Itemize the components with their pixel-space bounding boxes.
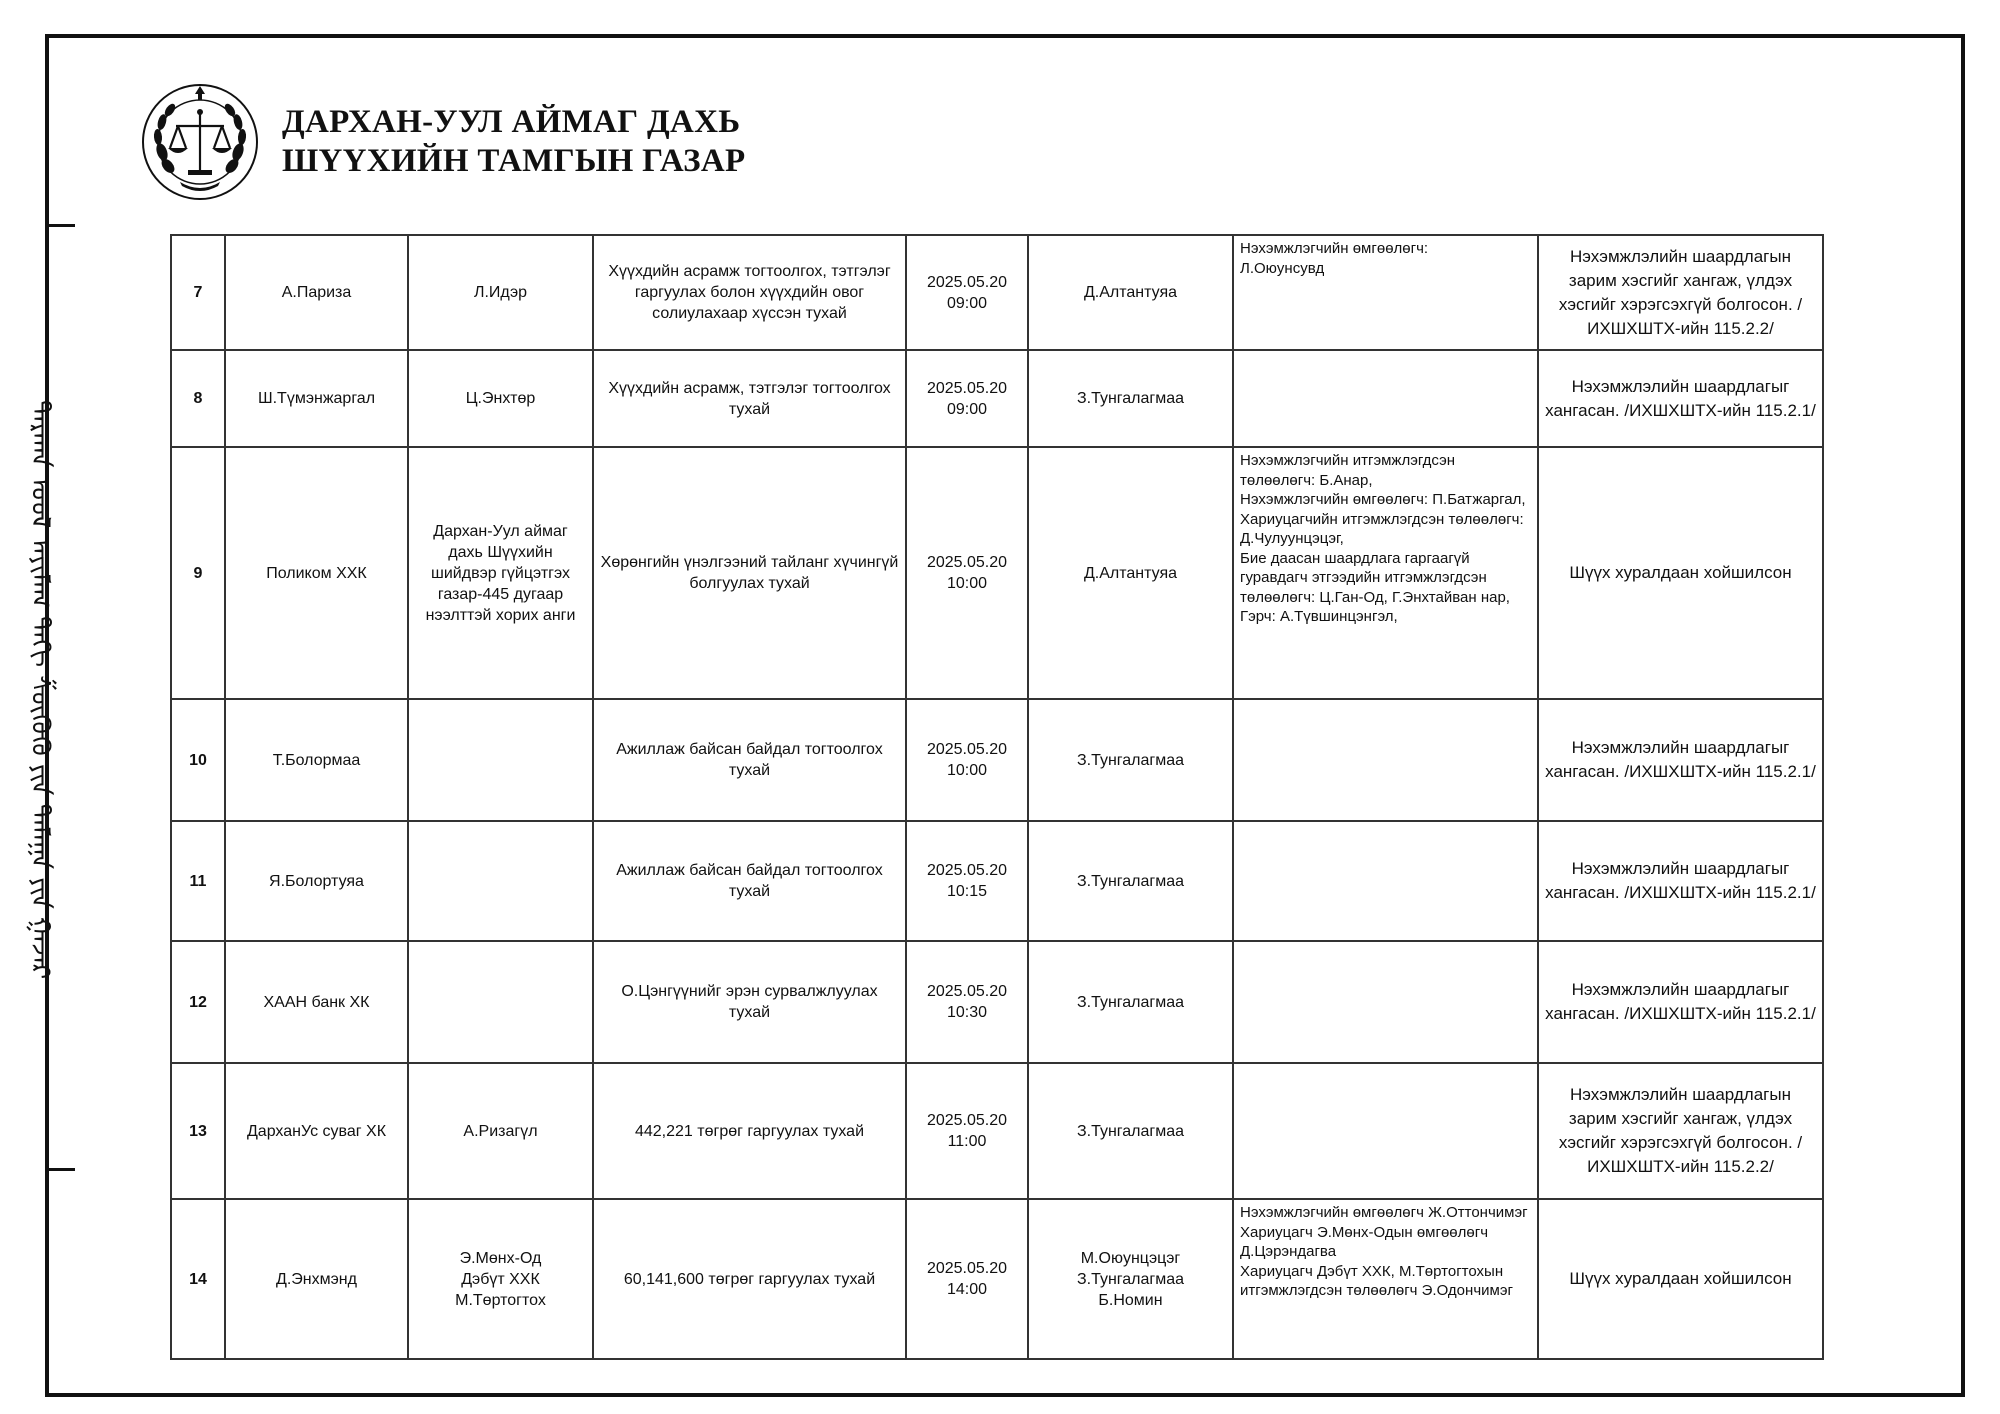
- hearing-datetime-cell: 2025.05.20 10:30: [906, 941, 1028, 1063]
- participants-cell: Нэхэмжлэгчийн итгэмжлэгдсэн төлөөлөгч: Б.Анар, Нэхэмжлэгчийн өмгөөлөгч: П.Батжаргал, Хариуцагчийн итгэмжлэгдсэн төлөөлөгч: Д.Чулуунцэцэг, Бие даасан шаардлага гаргаагүй гуравдагч этгээдийн итгэмжлэгдсэн төлөөлөгч: Ц.Ган-Од, Г.Энхтайван нар, Гэрч: А.Түвшинцэнгэл,: [1233, 447, 1538, 699]
- table-row: [171, 350, 1823, 447]
- claim-cell: Ажиллаж байсан байдал тогтоолгох тухай: [593, 699, 906, 821]
- defendant-cell: Э.Мөнх-Од Дэбүт ХХК М.Төртогтох: [408, 1199, 593, 1359]
- judge-cell: З.Тунгалагмаа: [1028, 699, 1233, 821]
- hearing-datetime-cell: 2025.05.20 09:00: [906, 235, 1028, 350]
- hearing-datetime-cell: 2025.05.20 14:00: [906, 1199, 1028, 1359]
- table-row: [171, 821, 1823, 941]
- case-number-cell: 12: [171, 941, 225, 1063]
- defendant-cell: [408, 699, 593, 821]
- claim-cell: 442,221 төгрөг гаргуулах тухай: [593, 1063, 906, 1199]
- case-number-cell: 8: [171, 350, 225, 447]
- plaintiff-cell: Поликом ХХК: [225, 447, 408, 699]
- result-cell: Нэхэмжлэлийн шаардлагыг хангасан. /ИХШХШТХ-ийн 115.2.1/: [1538, 821, 1823, 941]
- judge-cell: З.Тунгалагмаа: [1028, 821, 1233, 941]
- participants-cell: [1233, 1063, 1538, 1199]
- claim-cell: Ажиллаж байсан байдал тогтоолгох тухай: [593, 821, 906, 941]
- participants-cell: [1233, 821, 1538, 941]
- hearing-datetime-cell: 2025.05.20 10:00: [906, 447, 1028, 699]
- participants-cell: [1233, 699, 1538, 821]
- result-cell: Нэхэмжлэлийн шаардлагын зарим хэсгийг хангаж, үлдэх хэсгийг хэрэгсэхгүй болгосон. /ИХШХШТХ-ийн 115.2.2/: [1538, 1063, 1823, 1199]
- judge-cell: З.Тунгалагмаа: [1028, 1063, 1233, 1199]
- participants-cell: Нэхэмжлэгчийн өмгөөлөгч Ж.Оттончимэг Хариуцагч Э.Мөнх-Одын өмгөөлөгч Д.Цэрэндагва Хариуцагч Дэбүт ХХК, М.Төртогтохын итгэмжлэгдсэн төлөөлөгч Э.Одончимэг: [1233, 1199, 1538, 1359]
- org-name-line-2: ШҮҮХИЙН ТАМГЫН ГАЗАР: [282, 143, 746, 179]
- organization-name: [282, 103, 745, 181]
- case-number-cell: 11: [171, 821, 225, 941]
- result-cell: Шүүх хуралдаан хойшилсон: [1538, 1199, 1823, 1359]
- case-number-cell: 13: [171, 1063, 225, 1199]
- participants-cell: [1233, 350, 1538, 447]
- plaintiff-cell: А.Париза: [225, 235, 408, 350]
- participants-cell: [1233, 941, 1538, 1063]
- hearing-datetime-cell: 2025.05.20 10:00: [906, 699, 1028, 821]
- defendant-cell: Ц.Энхтөр: [408, 350, 593, 447]
- result-cell: Шүүх хуралдаан хойшилсон: [1538, 447, 1823, 699]
- side-rule-top: [45, 224, 75, 227]
- defendant-cell: [408, 821, 593, 941]
- claim-cell: О.Цэнгүүнийг эрэн сурвалжлуулах тухай: [593, 941, 906, 1063]
- defendant-cell: Дархан-Уул аймаг дахь Шүүхийн шийдвэр гүйцэтгэх газар-445 дугаар нээлттэй хорих анги: [408, 447, 593, 699]
- case-number-cell: 9: [171, 447, 225, 699]
- hearing-datetime-cell: 2025.05.20 11:00: [906, 1063, 1028, 1199]
- case-number-cell: 7: [171, 235, 225, 350]
- defendant-cell: А.Ризагүл: [408, 1063, 593, 1199]
- judge-cell: З.Тунгалагмаа: [1028, 941, 1233, 1063]
- vertical-mongolian-script: ᠳᠠᠷᠬᠠᠨ ᠤᠤᠯ ᠠᠶᠢᠮᠠᠭ ᠳᠠᠬᠢ ᠱᠦᠭᠦᠬᠦ ᠶᠢᠨ ᠲᠠᠮᠠᠭᠠ ᠶᠢᠨ ᠭᠠᠵᠠᠷ: [25, 400, 55, 980]
- table-row: [171, 1063, 1823, 1199]
- judge-cell: М.Оюунцэцэг З.Тунгалагмаа Б.Номин: [1028, 1199, 1233, 1359]
- table-row: [171, 941, 1823, 1063]
- side-rule-bottom: [45, 1168, 75, 1171]
- org-name-line-1: ДАРХАН-УУЛ АЙМАГ ДАХЬ: [282, 104, 741, 140]
- claim-cell: Хүүхдийн асрамж, тэтгэлэг тогтоолгох тухай: [593, 350, 906, 447]
- result-cell: Нэхэмжлэлийн шаардлагыг хангасан. /ИХШХШТХ-ийн 115.2.1/: [1538, 941, 1823, 1063]
- judge-cell: Д.Алтантуяа: [1028, 235, 1233, 350]
- defendant-cell: [408, 941, 593, 1063]
- claim-cell: Хөрөнгийн үнэлгээний тайланг хүчингүй болгуулах тухай: [593, 447, 906, 699]
- case-number-cell: 14: [171, 1199, 225, 1359]
- defendant-cell: Л.Идэр: [408, 235, 593, 350]
- result-cell: Нэхэмжлэлийн шаардлагыг хангасан. /ИХШХШТХ-ийн 115.2.1/: [1538, 699, 1823, 821]
- plaintiff-cell: ХААН банк ХК: [225, 941, 408, 1063]
- participants-cell: Нэхэмжлэгчийн өмгөөлөгч: Л.Оюунсувд: [1233, 235, 1538, 350]
- claim-cell: 60,141,600 төгрөг гаргуулах тухай: [593, 1199, 906, 1359]
- result-cell: Нэхэмжлэлийн шаардлагыг хангасан. /ИХШХШТХ-ийн 115.2.1/: [1538, 350, 1823, 447]
- table-row: [171, 699, 1823, 821]
- case-number-cell: 10: [171, 699, 225, 821]
- plaintiff-cell: Т.Болормаа: [225, 699, 408, 821]
- plaintiff-cell: ДарханУс суваг ХК: [225, 1063, 408, 1199]
- judge-cell: З.Тунгалагмаа: [1028, 350, 1233, 447]
- plaintiff-cell: Я.Болортуяа: [225, 821, 408, 941]
- scales-of-justice-emblem-icon: [140, 82, 260, 202]
- table-row: [171, 1199, 1823, 1359]
- hearing-datetime-cell: 2025.05.20 09:00: [906, 350, 1028, 447]
- document-header: [140, 82, 745, 202]
- court-hearings-table: [170, 234, 1824, 1360]
- hearing-datetime-cell: 2025.05.20 10:15: [906, 821, 1028, 941]
- claim-cell: Хүүхдийн асрамж тогтоолгох, тэтгэлэг гаргуулах болон хүүхдийн овог солиулахаар хүссэн тухай: [593, 235, 906, 350]
- plaintiff-cell: Д.Энхмэнд: [225, 1199, 408, 1359]
- table-row: [171, 235, 1823, 350]
- result-cell: Нэхэмжлэлийн шаардлагын зарим хэсгийг хангаж, үлдэх хэсгийг хэрэгсэхгүй болгосон. /ИХШХШТХ-ийн 115.2.2/: [1538, 235, 1823, 350]
- table-row: [171, 447, 1823, 699]
- plaintiff-cell: Ш.Түмэнжаргал: [225, 350, 408, 447]
- judge-cell: Д.Алтантуяа: [1028, 447, 1233, 699]
